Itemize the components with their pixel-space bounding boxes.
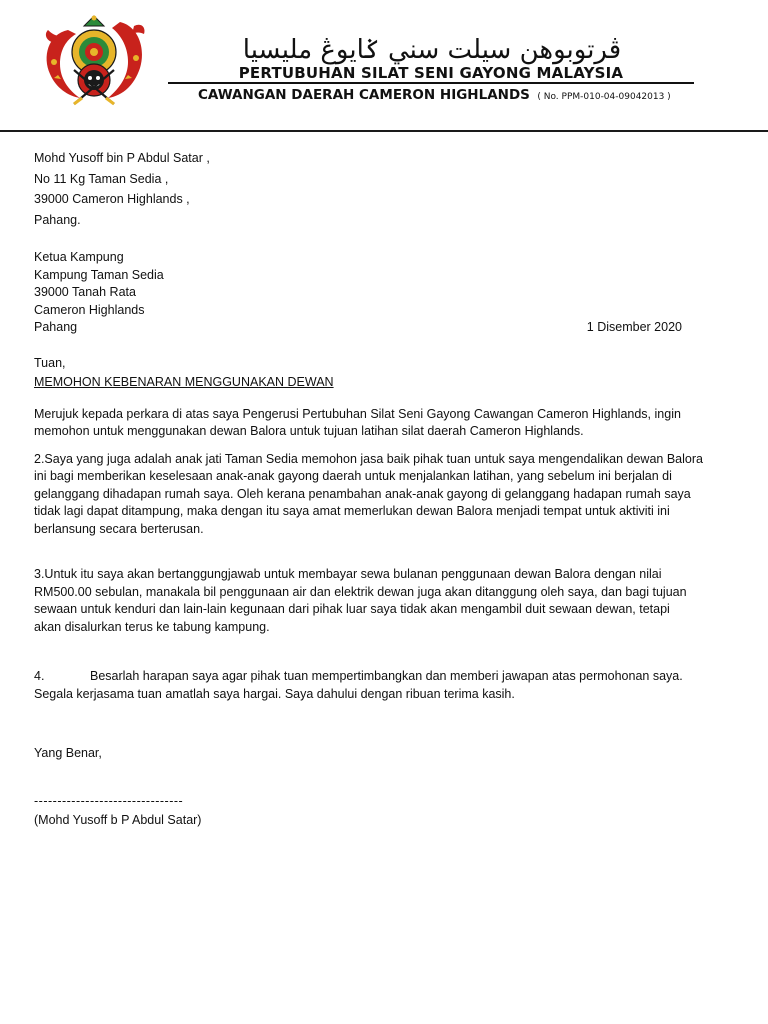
gayong-emblem-logo: [38, 12, 150, 112]
jawi-script-title: [178, 28, 686, 68]
paragraph-line: tidak lagi dapat ditampung, maka dengan itu saya amat memerlukan dewan Balora menjadi tempat untuk aktiviti ini: [34, 504, 670, 518]
paragraph-2: [34, 451, 710, 539]
paragraph-line: Merujuk kepada perkara di atas saya Pengerusi Pertubuhan Silat Seni Gayong Cawangan Cameron Highlands, ingin: [34, 406, 681, 421]
paragraph-number: 4.: [34, 669, 45, 683]
recipient-line: Kampung Taman Sedia: [34, 267, 164, 282]
paragraph-line: memohon untuk menggunakan dewan Balora untuk tujuan latihan silat daerah Cameron Highlands.: [34, 424, 584, 438]
header-divider: [0, 130, 768, 132]
organization-name: PERTUBUHAN SILAT SENI GAYONG MALAYSIA: [238, 64, 624, 82]
recipient-state-row: [34, 319, 710, 337]
closing: Yang Benar,: [34, 746, 102, 760]
letterhead: [0, 0, 768, 130]
paragraph-line: Segala kerjasama tuan amatlah saya hargai. Saya dahului dengan ribuan terima kasih.: [34, 686, 515, 701]
letter-date: 1 Disember 2020: [586, 320, 682, 334]
signatory-name: (Mohd Yusoff b P Abdul Satar): [34, 813, 202, 827]
sender-line: No 11 Kg Taman Sedia ,: [34, 171, 169, 186]
paragraph-line: gelanggang dihadapan rumah saya. Oleh kerana penambahan anak-anak gayong di gelanggang hadapan rumah saya: [34, 486, 691, 501]
paragraph-line: akan disalurkan terus ke tabung kampung.: [34, 619, 270, 634]
paragraph-line: [34, 668, 710, 686]
sender-line: Pahang.: [34, 212, 81, 227]
paragraph-line: sewaan untuk kenduri dan lain-lain kegunaan dari pihak luar saya tidak akan mengambil duit sewaan dewan, tetapi: [34, 602, 670, 616]
salutation: Tuan,: [34, 355, 66, 370]
letter-body: [34, 150, 710, 830]
sender-line: Mohd Yusoff bin P Abdul Satar ,: [34, 151, 210, 165]
subject-heading: MEMOHON KEBENARAN MENGGUNAKAN DEWAN: [34, 375, 334, 389]
paragraph-line: ini bagi memberikan keselesaan anak-anak gayong daerah untuk menjalankan latihan, yang sebelum ini berjalan di: [34, 469, 672, 483]
recipient-line: 39000 Tanah Rata: [34, 285, 136, 299]
sender-address: [34, 150, 710, 229]
paragraph-line: RM500.00 sebulan, manakala bil penggunaan air dan elektrik dewan juga akan ditanggung oleh saya, dan bagi tujuan: [34, 584, 687, 599]
branch-line: [198, 86, 671, 104]
signature-line: --------------------------------: [34, 793, 184, 808]
jawi-text: ڤرتوبوهن سيلت سني ݢايوڠ مليسيا: [242, 35, 622, 65]
registration-number: ( No. PPM-010-04-09042013 ): [537, 92, 671, 102]
organization-underline: [168, 82, 694, 84]
recipient-line: Ketua Kampung: [34, 250, 124, 264]
paragraph-text: Besarlah harapan saya agar pihak tuan mempertimbangkan dan memberi jawapan atas permohonan saya.: [90, 669, 683, 683]
recipient-line: Pahang: [34, 320, 78, 334]
sender-line: 39000 Cameron Highlands ,: [34, 192, 190, 206]
paragraph-line: 3.Untuk itu saya akan bertanggungjawab untuk membayar sewa bulanan penggunaan dewan Balora dengan nilai: [34, 567, 662, 581]
paragraph-line: 2.Saya yang juga adalah anak jati Taman Sedia memohon jasa baik pihak tuan untuk saya mengendalikan dewan Balora: [34, 451, 703, 466]
branch-name: CAWANGAN DAERAH CAMERON HIGHLANDS: [198, 87, 530, 103]
recipient-line: Cameron Highlands: [34, 302, 145, 317]
paragraph-3: [34, 566, 710, 636]
paragraph-line: berlansung secara berterusan.: [34, 521, 204, 536]
recipient-address: [34, 249, 710, 337]
paragraph-1: [34, 406, 710, 441]
paragraph-4: [34, 668, 710, 703]
